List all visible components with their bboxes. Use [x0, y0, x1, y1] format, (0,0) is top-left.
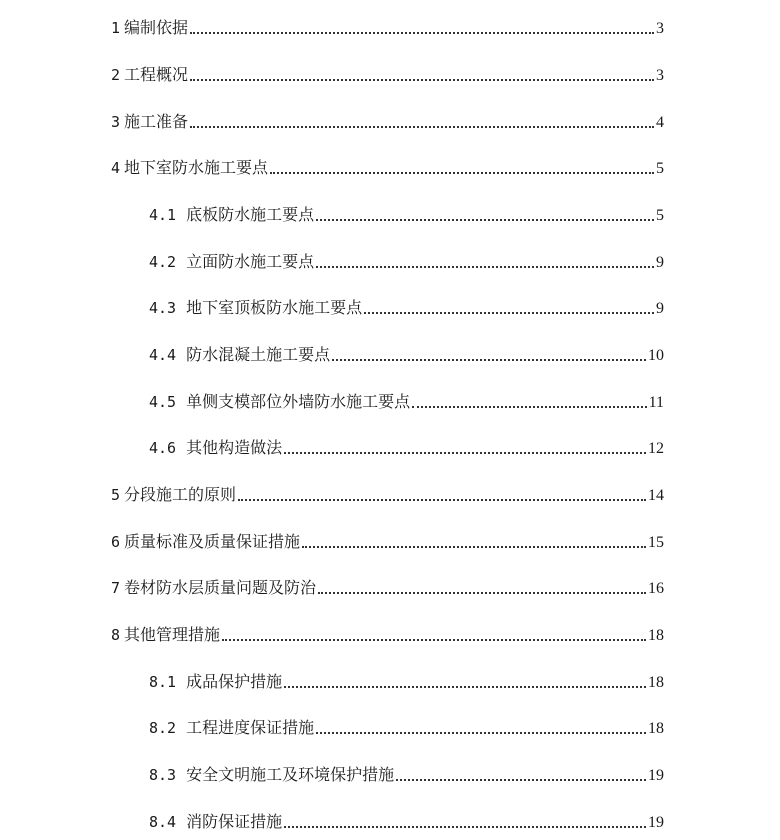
toc-entry-number: 8.3	[149, 766, 177, 784]
toc-entry-4-5[interactable]	[149, 390, 664, 414]
toc-entry-number: 4	[111, 159, 121, 177]
dot-leader	[190, 78, 654, 81]
toc-entry-4-2[interactable]	[149, 250, 664, 274]
toc-entry-5[interactable]	[111, 483, 664, 507]
toc-entry-number: 4.1	[149, 206, 177, 224]
toc-entry-page: 16	[648, 580, 664, 597]
toc-entry-8-2[interactable]	[149, 716, 664, 740]
toc-entry-number: 4.2	[149, 253, 177, 271]
toc-entry-8-3[interactable]	[149, 763, 664, 787]
toc-entry-page: 3	[656, 67, 664, 84]
toc-entry-title: 其他构造做法	[186, 438, 283, 457]
dot-leader	[222, 638, 646, 641]
toc-entry-page: 3	[656, 20, 664, 37]
toc-entry-title: 底板防水施工要点	[186, 205, 315, 224]
toc-entry-title: 质量标准及质量保证措施	[124, 532, 301, 551]
toc-entry-page: 11	[648, 394, 664, 411]
toc-entry-title: 防水混凝土施工要点	[186, 345, 331, 364]
toc-entry-title: 编制依据	[124, 18, 189, 37]
toc-entry-page: 19	[648, 814, 664, 831]
toc-entry-page: 5	[656, 207, 664, 224]
toc-entry-number: 2	[111, 66, 121, 84]
toc-entry-title: 地下室防水施工要点	[124, 158, 269, 177]
toc-entry-page: 9	[656, 300, 664, 317]
dot-leader	[316, 731, 646, 734]
toc-entry-title: 安全文明施工及环境保护措施	[186, 765, 395, 784]
dot-leader	[284, 825, 646, 828]
toc-entry-page: 15	[648, 534, 664, 551]
dot-leader	[270, 171, 654, 174]
toc-entry-title: 单侧支模部位外墙防水施工要点	[186, 392, 411, 411]
dot-leader	[190, 31, 654, 34]
toc-entry-1[interactable]	[111, 16, 664, 40]
toc-entry-page: 5	[656, 160, 664, 177]
toc-entry-number: 7	[111, 579, 121, 597]
toc-entry-page: 19	[648, 767, 664, 784]
toc-entry-page: 18	[648, 720, 664, 737]
toc-entry-number: 1	[111, 19, 121, 37]
dot-leader	[364, 311, 654, 314]
toc-entry-8-1[interactable]	[149, 670, 664, 694]
toc-entry-number: 8	[111, 626, 121, 644]
toc-entry-title: 施工准备	[124, 112, 189, 131]
toc-entry-number: 8.2	[149, 719, 177, 737]
dot-leader	[238, 498, 646, 501]
toc-entry-4-3[interactable]	[149, 296, 664, 320]
toc-entry-number: 3	[111, 113, 121, 131]
dot-leader	[190, 125, 654, 128]
toc-entry-number: 4.6	[149, 439, 177, 457]
toc-entry-page: 14	[648, 487, 664, 504]
toc-entry-title: 工程进度保证措施	[186, 718, 315, 737]
toc-entry-4-4[interactable]	[149, 343, 664, 367]
dot-leader	[412, 405, 646, 408]
toc-entry-title: 分段施工的原则	[124, 485, 237, 504]
toc-entry-title: 消防保证措施	[186, 812, 283, 831]
toc-entry-8[interactable]	[111, 623, 664, 647]
toc-entry-3[interactable]	[111, 110, 664, 134]
dot-leader	[316, 265, 654, 268]
toc-entry-title: 成品保护措施	[186, 672, 283, 691]
dot-leader	[284, 451, 646, 454]
toc-entry-title: 卷材防水层质量问题及防治	[124, 578, 317, 597]
toc-entry-4[interactable]	[111, 156, 664, 180]
toc-entry-number: 4.4	[149, 346, 177, 364]
dot-leader	[302, 545, 646, 548]
toc-entry-page: 10	[648, 347, 664, 364]
dot-leader	[332, 358, 646, 361]
toc-entry-8-4[interactable]	[149, 810, 664, 834]
dot-leader	[284, 685, 646, 688]
toc-entry-page: 12	[648, 440, 664, 457]
toc-entry-number: 4.3	[149, 299, 177, 317]
toc-entry-4-1[interactable]	[149, 203, 664, 227]
toc-entry-page: 4	[656, 114, 664, 131]
dot-leader	[318, 591, 646, 594]
toc-entry-number: 5	[111, 486, 121, 504]
toc-entry-page: 18	[648, 627, 664, 644]
toc-entry-number: 6	[111, 533, 121, 551]
toc-entry-7[interactable]	[111, 576, 664, 600]
toc-entry-number: 8.1	[149, 673, 177, 691]
toc-entry-title: 地下室顶板防水施工要点	[186, 298, 363, 317]
toc-entry-title: 其他管理措施	[124, 625, 221, 644]
toc-entry-6[interactable]	[111, 530, 664, 554]
toc-entry-page: 9	[656, 254, 664, 271]
toc-entry-2[interactable]	[111, 63, 664, 87]
dot-leader	[396, 778, 646, 781]
toc-entry-page: 18	[648, 674, 664, 691]
dot-leader	[316, 218, 654, 221]
toc-entry-number: 4.5	[149, 393, 177, 411]
toc-entry-4-6[interactable]	[149, 436, 664, 460]
toc-entry-title: 立面防水施工要点	[186, 252, 315, 271]
toc-entry-title: 工程概况	[124, 65, 189, 84]
toc-entry-number: 8.4	[149, 813, 177, 831]
